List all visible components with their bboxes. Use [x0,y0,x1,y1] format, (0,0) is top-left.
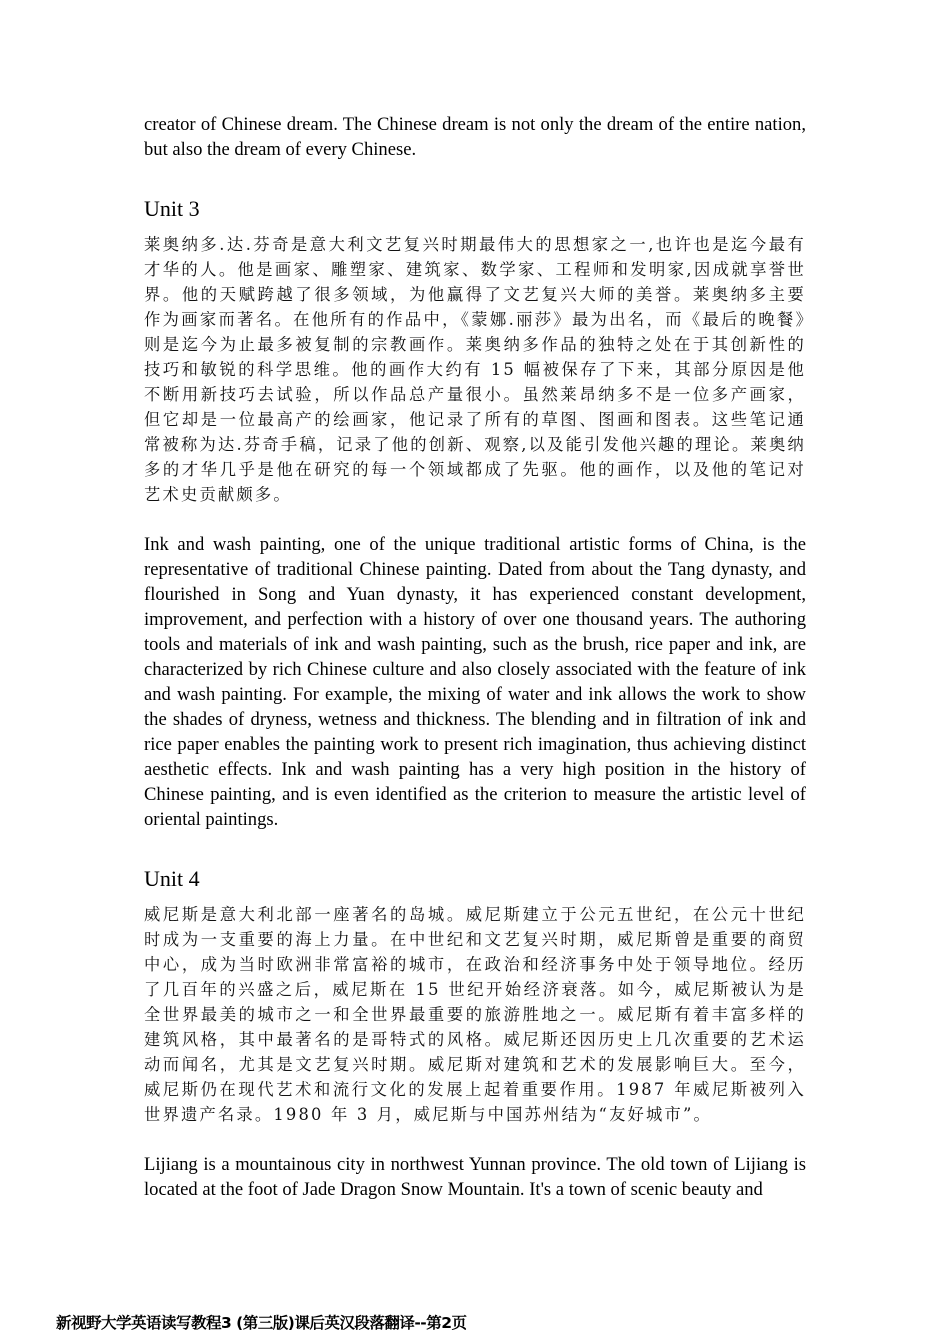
unit4-heading: Unit 4 [144,866,200,891]
page-footer: 新视野大学英语读写教程3 (第三版)课后英汉段落翻译--第2页 [56,1314,467,1332]
page-content [144,112,806,1202]
unit4-chinese-paragraph: 威尼斯是意大利北部一座著名的岛城。威尼斯建立于公元五世纪，在公元十世纪时成为一支重要的海上力量。在中世纪和文艺复兴时期，威尼斯曾是重要的商贸中心，成为当时欧洲非常富裕的城市，在政治和经济事务中处于领导地位。经历了几百年的兴盛之后，威尼斯在 15 世纪开始经济衰落。如今，威尼斯被认为是全世界最美的城市之一和全世界最重要的旅游胜地之一。威尼斯有着丰富多样的建筑风格，其中最著名的是哥特式的风格。威尼斯还因历史上几次重要的艺术运动而闻名，尤其是文艺复兴时期。威尼斯对建筑和艺术的发展影响巨大。至今，威尼斯仍在现代艺术和流行文化的发展上起着重要作用。1987 年威尼斯被列入世界遗产名录。1980 年 3 月，威尼斯与中国苏州结为“友好城市”。 [144,905,806,1124]
intro-paragraph: creator of Chinese dream. The Chinese dream is not only the dream of the entire nation, but also the dream of every Chinese. [144,114,806,160]
unit3-chinese-paragraph: 莱奥纳多.达.芬奇是意大利文艺复兴时期最伟大的思想家之一,也许也是迄今最有才华的人。他是画家、雕塑家、建筑家、数学家、工程师和发明家,因成就享誉世界。他的天赋跨越了很多领域，为他赢得了文艺复兴大师的美誉。莱奥纳多主要作为画家而著名。在他所有的作品中，《蒙娜.丽莎》最为出名，而《最后的晚餐》则是迄今为止最多被复制的宗教画作。莱奥纳多作品的独特之处在于其创新性的技巧和敏锐的科学思维。他的画作大约有 15 幅被保存了下来，其部分原因是他不断用新技巧去试验，所以作品总产量很小。虽然莱昂纳多不是一位多产画家，但它却是一位最高产的绘画家，他记录了所有的草图、图画和图表。这些笔记通常被称为达.芬奇手稿，记录了他的创新、观察,以及能引发他兴趣的理论。莱奥纳多的才华几乎是他在研究的每一个领域都成了先驱。他的画作，以及他的笔记对艺术史贡献颇多。 [144,235,806,504]
unit4-english-paragraph: Lijiang is a mountainous city in northwest Yunnan province. The old town of Lijiang is located at the foot of Jade Dragon Snow Mountain. It's a town of scenic beauty and [144,1154,806,1200]
unit3-heading: Unit 3 [144,196,200,221]
unit3-english-paragraph: Ink and wash painting, one of the unique traditional artistic forms of China, is the representative of traditional Chinese painting. Dated from about the Tang dynasty, and flourished in Song and Yuan dynasty, it has experienced constant development, improvement, and perfection with a history of over one thousand years. The authoring tools and materials of ink and wash painting, such as the brush, rice paper and ink, are characterized by rich Chinese culture and also closely associated with the feature of ink and wash painting. For example, the mixing of water and ink allows the work to show the shades of dryness, wetness and thickness. The blending and in filtration of ink and rice paper enables the painting work to present rich imagination, thus achieving distinct aesthetic effects. Ink and wash painting has a very high position in the history of Chinese painting, and is even identified as the criterion to measure the artistic level of oriental paintings. [144,534,806,830]
